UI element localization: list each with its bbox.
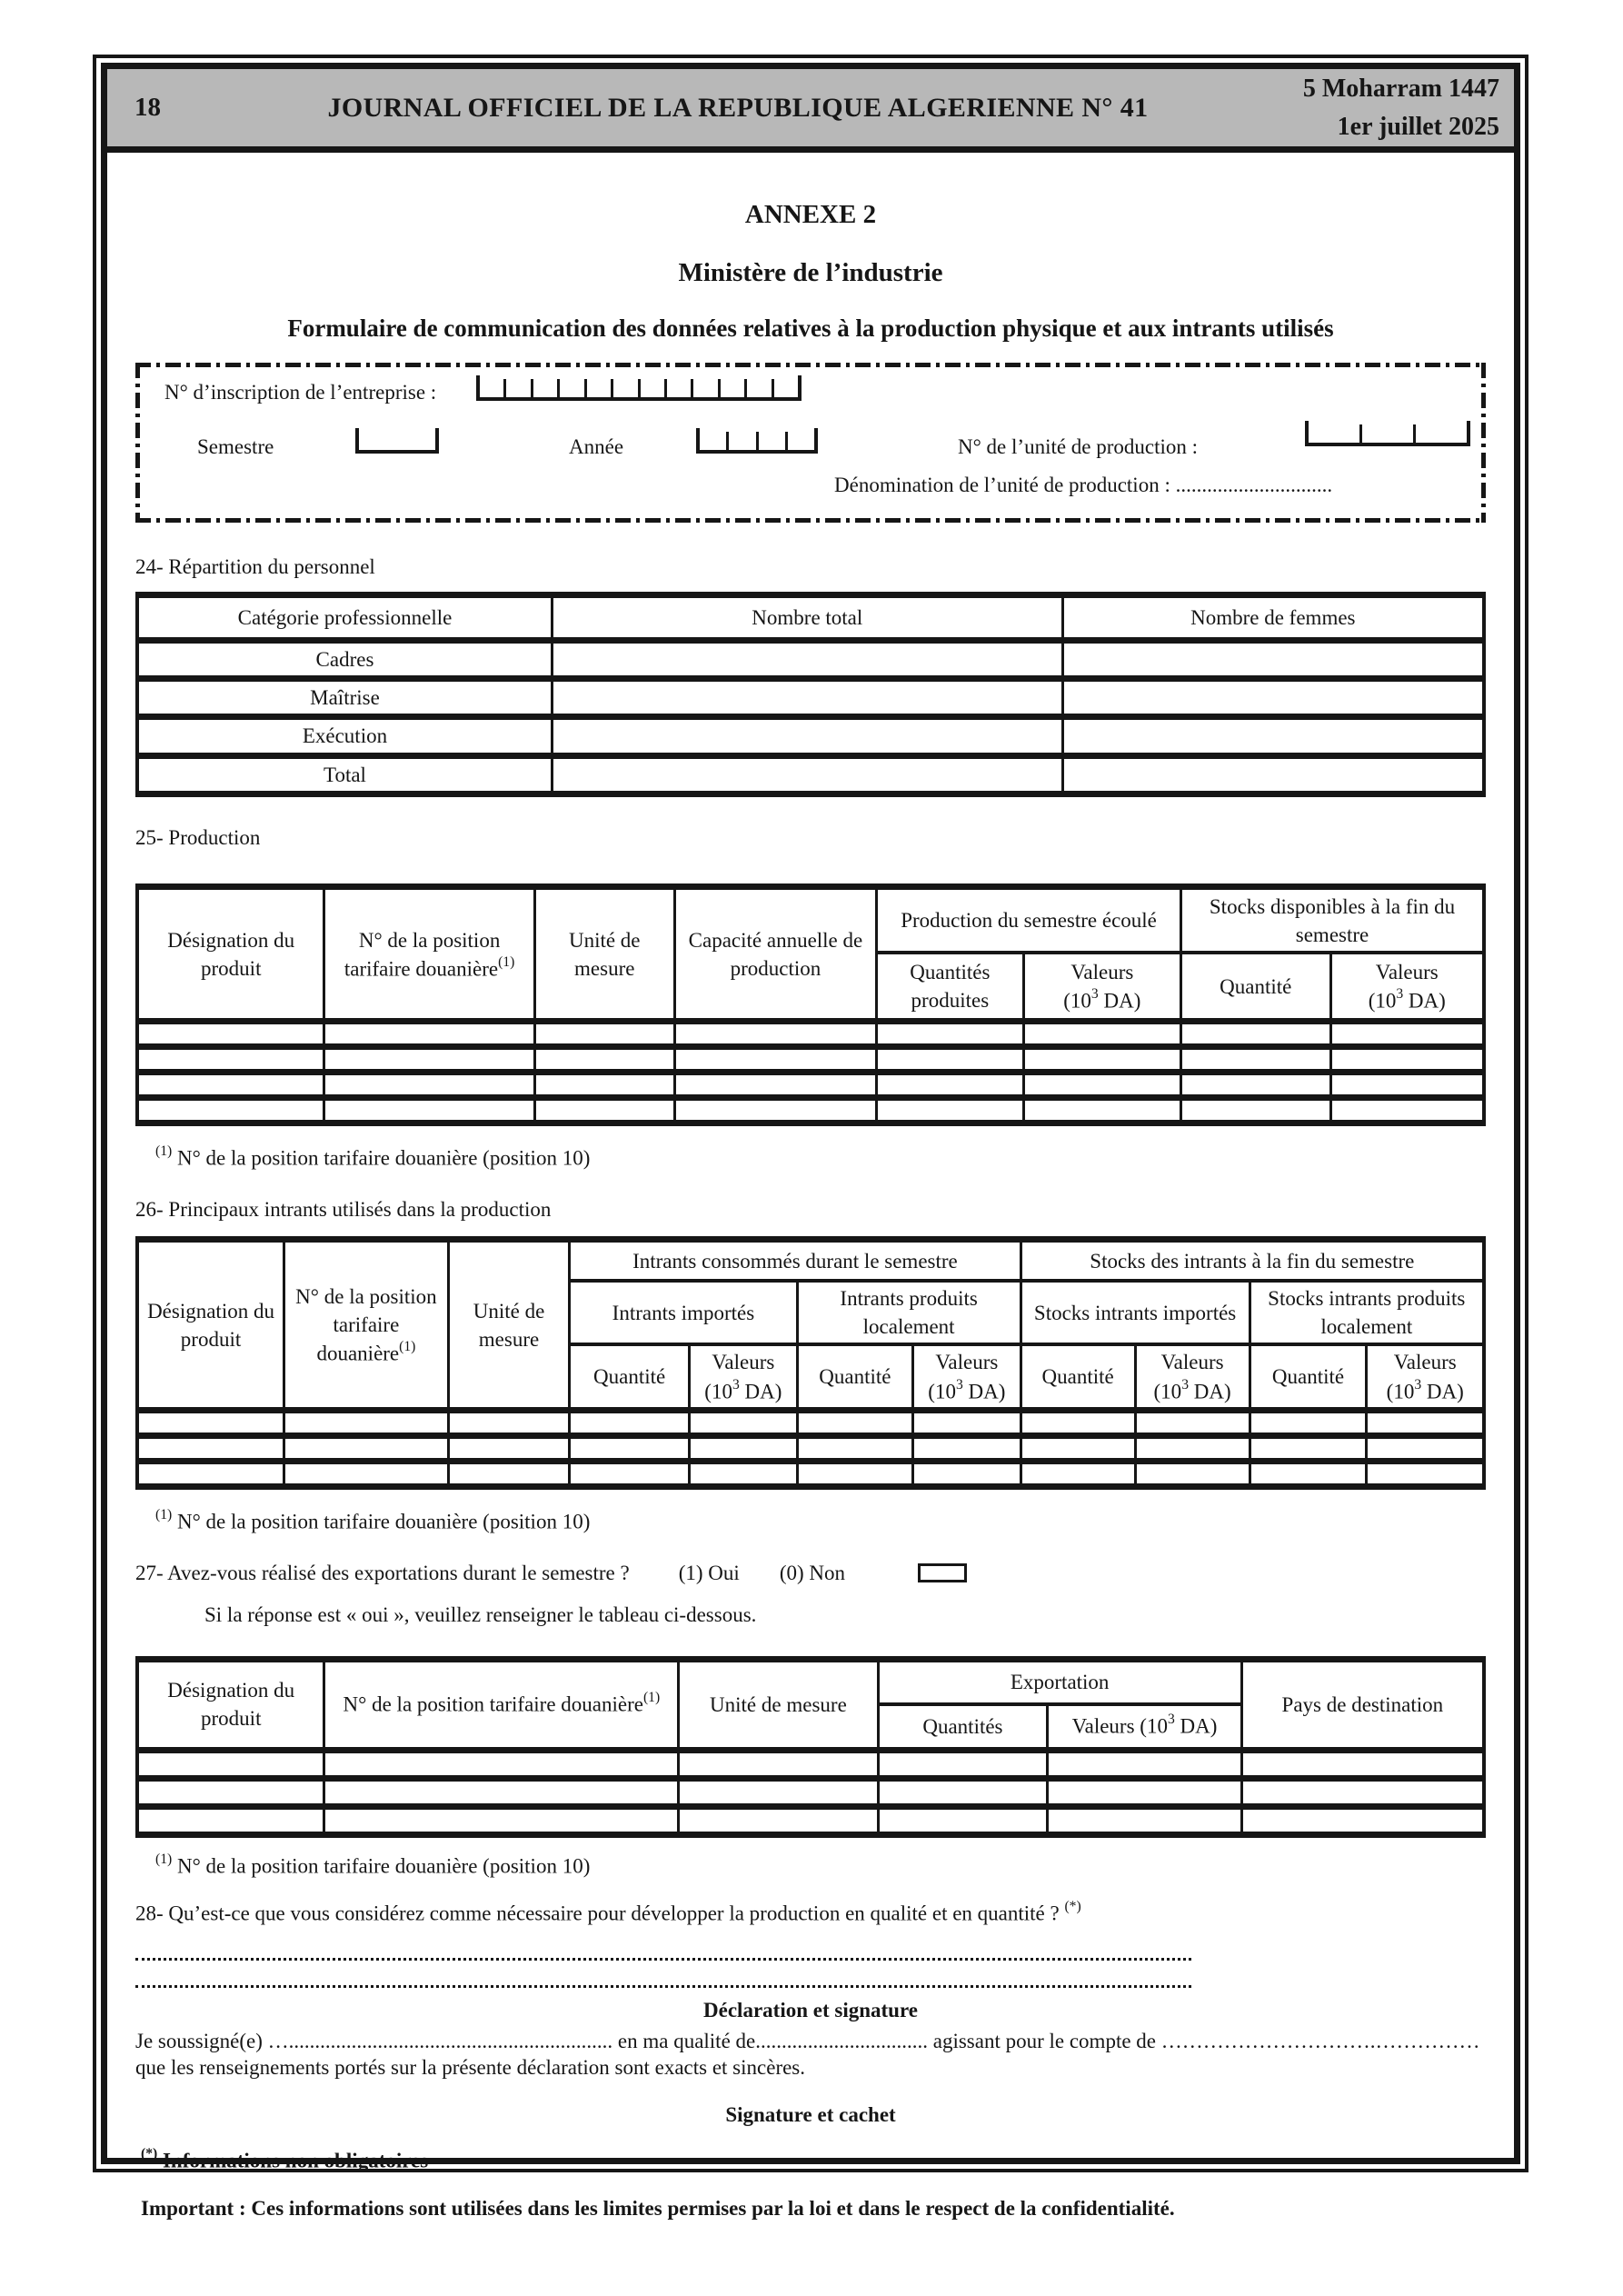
col-header-quantites: Quantités [878, 1704, 1048, 1750]
col-header-valeurs: Valeurs ($10^3$ DA) [1135, 1344, 1250, 1410]
question-27-label: 27- Avez-vous réalisé des exportations durant le semestre ? [135, 1561, 630, 1584]
empty-cell[interactable] [877, 1047, 1024, 1073]
empty-cell[interactable] [324, 1806, 679, 1834]
empty-cell[interactable] [1021, 1411, 1135, 1436]
option-oui-label: (1) Oui [678, 1561, 740, 1584]
empty-cell[interactable] [534, 1098, 674, 1123]
unit-number-field[interactable] [1305, 421, 1470, 446]
empty-cell[interactable] [534, 1047, 674, 1073]
empty-cell[interactable] [284, 1411, 449, 1436]
dashdot-border-left [135, 363, 140, 523]
empty-cell[interactable] [878, 1750, 1048, 1778]
subgroup-stocks-produits: Stocks intrants produits localement [1250, 1281, 1484, 1344]
intrants-table [135, 1236, 1486, 1490]
group-header-intrants-consommes: Intrants consommés durant le semestre [570, 1239, 1021, 1281]
identification-box [135, 363, 1486, 523]
empty-cell[interactable] [534, 1073, 674, 1098]
empty-cell[interactable] [1241, 1806, 1484, 1834]
col-header-quantite: Quantité [570, 1344, 690, 1410]
empty-cell[interactable] [137, 1778, 324, 1806]
empty-cell[interactable] [137, 1411, 284, 1436]
empty-cell[interactable] [570, 1411, 690, 1436]
year-field[interactable] [696, 428, 818, 454]
dashdot-border-top [135, 363, 1486, 367]
row-label-maitrise: Maîtrise [137, 679, 552, 717]
table-row [137, 1778, 1484, 1806]
col-header-nombre-total: Nombre total [552, 595, 1062, 641]
col-header-designation: Désignation du produit [137, 887, 324, 1022]
col-header-quantite: Quantité [1250, 1344, 1367, 1410]
col-header-position-tarifaire: N° de la position tarifaire douanière$^{(1)}$ [324, 1659, 679, 1750]
page-frame-inner [101, 63, 1520, 2220]
empty-cell[interactable] [797, 1411, 912, 1436]
empty-cell[interactable] [137, 1098, 324, 1123]
unit-number-label: N° de l’unité de production : [958, 435, 1199, 459]
table-row [137, 755, 1484, 794]
semester-label: Semestre [197, 435, 274, 459]
col-header-designation: Désignation du produit [137, 1239, 284, 1410]
empty-cell[interactable] [679, 1750, 878, 1778]
col-header-quantite: Quantité [1181, 953, 1331, 1022]
journal-dates [1250, 70, 1514, 146]
col-header-valeurs: Valeurs ($10^3$ DA) [1048, 1704, 1241, 1750]
empty-cell[interactable] [1062, 755, 1484, 794]
empty-cell[interactable] [137, 1022, 324, 1047]
date-hijri: 5 Moharram 1447 [1302, 74, 1499, 103]
col-header-valeurs: Valeurs ($10^3$ DA) [690, 1344, 798, 1410]
table-row [137, 717, 1484, 755]
date-gregorian: 1er juillet 2025 [1337, 112, 1499, 141]
table-row [137, 1750, 1484, 1778]
empty-cell[interactable] [690, 1436, 798, 1462]
empty-cell[interactable] [552, 641, 1062, 679]
footnote-position-tarifaire: $^{(1)}$ N° de la position tarifaire douanière (position 10) [155, 1851, 591, 1878]
empty-cell[interactable] [1250, 1436, 1367, 1462]
footnote-position-tarifaire: $^{(1)}$ N° de la position tarifaire douanière (position 10) [155, 1143, 591, 1171]
empty-cell[interactable] [1023, 1073, 1180, 1098]
year-label: Année [569, 435, 624, 459]
col-header-position-tarifaire: N° de la position tarifaire douanière$^{(1)}$ [284, 1239, 449, 1410]
form-title: Formulaire de communication des données relatives à la production physique et aux intrants utilisés [287, 314, 1334, 343]
empty-cell[interactable] [1062, 679, 1484, 717]
empty-cell[interactable] [1062, 641, 1484, 679]
empty-cell[interactable] [1330, 1073, 1484, 1098]
empty-cell[interactable] [679, 1806, 878, 1834]
empty-cell[interactable] [679, 1778, 878, 1806]
table-row [137, 1436, 1484, 1462]
empty-cell[interactable] [324, 1047, 534, 1073]
empty-cell[interactable] [877, 1022, 1024, 1047]
empty-cell[interactable] [1241, 1750, 1484, 1778]
subgroup-intrants-produits: Intrants produits localement [797, 1281, 1021, 1344]
empty-cell[interactable] [1023, 1022, 1180, 1047]
ministry-title: Ministère de l’industrie [678, 257, 943, 287]
confidentiality-note: Important : Ces informations sont utilisées dans les limites permises par la loi et dans le respect de la confidentialité. [141, 2196, 1175, 2220]
row-label-total: Total [137, 755, 552, 794]
row-label-cadres: Cadres [137, 641, 552, 679]
declaration-line: Je soussigné(e) ….............................................................. en ma qualité de................................. agissant pour le compte de ………………………….…………… [135, 2029, 1480, 2052]
dashdot-border-bottom [135, 518, 1486, 523]
col-header-nombre-femmes: Nombre de femmes [1062, 595, 1484, 641]
empty-cell[interactable] [1181, 1073, 1331, 1098]
col-header-pays-destination: Pays de destination [1241, 1659, 1484, 1750]
empty-cell[interactable] [1367, 1411, 1484, 1436]
unit-name-label: Dénomination de l’unité de production : .............................. [834, 474, 1333, 497]
table-row [137, 1073, 1484, 1098]
empty-cell[interactable] [1330, 1098, 1484, 1123]
empty-cell[interactable] [674, 1073, 876, 1098]
empty-cell[interactable] [284, 1462, 449, 1487]
empty-cell[interactable] [324, 1073, 534, 1098]
answer-dotted-line[interactable] [135, 1966, 1191, 1988]
empty-cell[interactable] [137, 1750, 324, 1778]
empty-cell[interactable] [137, 1436, 284, 1462]
empty-cell[interactable] [797, 1462, 912, 1487]
table-row [137, 1022, 1484, 1047]
col-header-unite-mesure: Unité de mesure [448, 1239, 569, 1410]
empty-cell[interactable] [674, 1022, 876, 1047]
page-frame [93, 55, 1528, 2220]
declaration-line: que les renseignements portés sur la présente déclaration sont exacts et sincères. [135, 2056, 806, 2080]
empty-cell[interactable] [1367, 1436, 1484, 1462]
empty-cell[interactable] [137, 1047, 324, 1073]
empty-cell[interactable] [552, 717, 1062, 755]
empty-cell[interactable] [552, 755, 1062, 794]
empty-cell[interactable] [1023, 1047, 1180, 1073]
section-25-title: 25- Production [135, 825, 261, 849]
oui-non-checkbox[interactable] [918, 1563, 967, 1582]
empty-cell[interactable] [1048, 1806, 1241, 1834]
empty-cell[interactable] [137, 1806, 324, 1834]
company-number-label: N° d’inscription de l’entreprise : [164, 381, 437, 404]
empty-cell[interactable] [1135, 1411, 1250, 1436]
table-row [137, 1411, 1484, 1436]
empty-cell[interactable] [877, 1073, 1024, 1098]
exportations-table [135, 1656, 1486, 1838]
empty-cell[interactable] [448, 1436, 569, 1462]
empty-cell[interactable] [1048, 1750, 1241, 1778]
empty-cell[interactable] [1135, 1436, 1250, 1462]
table-row [137, 641, 1484, 679]
empty-cell[interactable] [1250, 1411, 1367, 1436]
empty-cell[interactable] [284, 1436, 449, 1462]
answer-dotted-line[interactable] [135, 1939, 1191, 1961]
empty-cell[interactable] [1330, 1047, 1484, 1073]
empty-cell[interactable] [324, 1750, 679, 1778]
col-header-unite-mesure: Unité de mesure [534, 887, 674, 1022]
empty-cell[interactable] [324, 1778, 679, 1806]
declaration-title: Déclaration et signature [703, 1998, 918, 2021]
empty-cell[interactable] [552, 679, 1062, 717]
table-row [137, 1462, 1484, 1487]
dashdot-border-right [1481, 363, 1486, 523]
journal-title: JOURNAL OFFICIEL DE LA REPUBLIQUE ALGERIENNE N° 41 [327, 92, 1149, 123]
table-row [137, 1806, 1484, 1834]
col-header-valeurs: Valeurs ($10^3$ DA) [913, 1344, 1021, 1410]
signature-label: Signature et cachet [725, 2103, 896, 2127]
row-label-execution: Exécution [137, 717, 552, 755]
group-header-stocks: Stocks disponibles à la fin du semestre [1181, 887, 1484, 953]
subgroup-stocks-importes: Stocks intrants importés [1021, 1281, 1250, 1344]
company-number-field[interactable] [476, 375, 802, 401]
empty-cell[interactable] [534, 1022, 674, 1047]
col-header-valeurs: Valeurs ($10^3$ DA) [1330, 953, 1484, 1022]
empty-cell[interactable] [324, 1098, 534, 1123]
journal-header-band [107, 69, 1514, 153]
empty-cell[interactable] [1048, 1778, 1241, 1806]
personnel-table [135, 592, 1486, 796]
empty-cell[interactable] [324, 1022, 534, 1047]
empty-cell[interactable] [448, 1462, 569, 1487]
col-header-valeurs: Valeurs ($10^3$ DA) [1367, 1344, 1484, 1410]
empty-cell[interactable] [1181, 1047, 1331, 1073]
empty-cell[interactable] [913, 1436, 1021, 1462]
section-27-note: Si la réponse est « oui », veuillez renseigner le tableau ci-dessous. [204, 1602, 757, 1626]
empty-cell[interactable] [913, 1462, 1021, 1487]
empty-cell[interactable] [674, 1098, 876, 1123]
optional-info-note: (*) Informations non obligatoires [141, 2146, 429, 2172]
empty-cell[interactable] [674, 1047, 876, 1073]
empty-cell[interactable] [690, 1411, 798, 1436]
empty-cell[interactable] [570, 1462, 690, 1487]
empty-cell[interactable] [1135, 1462, 1250, 1487]
empty-cell[interactable] [448, 1411, 569, 1436]
empty-cell[interactable] [877, 1098, 1024, 1123]
group-header-production: Production du semestre écoulé [877, 887, 1181, 953]
empty-cell[interactable] [1250, 1462, 1367, 1487]
table-row [137, 1047, 1484, 1073]
option-non-label: (0) Non [779, 1561, 845, 1584]
col-header-capacite: Capacité annuelle de production [674, 887, 876, 1022]
empty-cell[interactable] [1241, 1778, 1484, 1806]
empty-cell[interactable] [797, 1436, 912, 1462]
empty-cell[interactable] [1330, 1022, 1484, 1047]
col-header-unite-mesure: Unité de mesure [679, 1659, 878, 1750]
col-header-position-tarifaire: N° de la position tarifaire douanière$^{(1)}$ [324, 887, 534, 1022]
empty-cell[interactable] [1021, 1436, 1135, 1462]
col-header-quantite: Quantité [797, 1344, 912, 1410]
empty-cell[interactable] [570, 1436, 690, 1462]
form-content [107, 153, 1514, 2222]
table-row [137, 679, 1484, 717]
table-row [137, 1098, 1484, 1123]
empty-cell[interactable] [1021, 1462, 1135, 1487]
group-header-stocks-intrants: Stocks des intrants à la fin du semestre [1021, 1239, 1484, 1281]
col-header-categorie: Catégorie professionnelle [137, 595, 552, 641]
subgroup-intrants-importes: Intrants importés [570, 1281, 797, 1344]
semester-field[interactable] [355, 428, 439, 454]
empty-cell[interactable] [1181, 1022, 1331, 1047]
empty-cell[interactable] [1023, 1098, 1180, 1123]
empty-cell[interactable] [878, 1806, 1048, 1834]
empty-cell[interactable] [878, 1778, 1048, 1806]
production-table [135, 883, 1486, 1126]
page-number: 18 [134, 93, 161, 122]
annexe-title: ANNEXE 2 [744, 200, 877, 229]
section-26-title: 26- Principaux intrants utilisés dans la production [135, 1197, 552, 1221]
empty-cell[interactable] [1062, 717, 1484, 755]
empty-cell[interactable] [690, 1462, 798, 1487]
group-header-exportation: Exportation [878, 1659, 1241, 1704]
col-header-quantites-produites: Quantités produites [877, 953, 1024, 1022]
empty-cell[interactable] [1181, 1098, 1331, 1123]
col-header-valeurs: Valeurs ($10^3$ DA) [1023, 953, 1180, 1022]
question-28-label: 28- Qu’est-ce que vous considérez comme nécessaire pour développer la production en qualité et en quantité ? (*) [135, 1899, 1081, 1925]
col-header-quantite: Quantité [1021, 1344, 1135, 1410]
empty-cell[interactable] [137, 1073, 324, 1098]
empty-cell[interactable] [137, 1462, 284, 1487]
empty-cell[interactable] [1367, 1462, 1484, 1487]
section-27-question-row [135, 1560, 1486, 1587]
section-24-title: 24- Répartition du personnel [135, 555, 375, 579]
col-header-designation: Désignation du produit [137, 1659, 324, 1750]
empty-cell[interactable] [913, 1411, 1021, 1436]
footnote-position-tarifaire: $^{(1)}$ N° de la position tarifaire douanière (position 10) [155, 1507, 591, 1533]
